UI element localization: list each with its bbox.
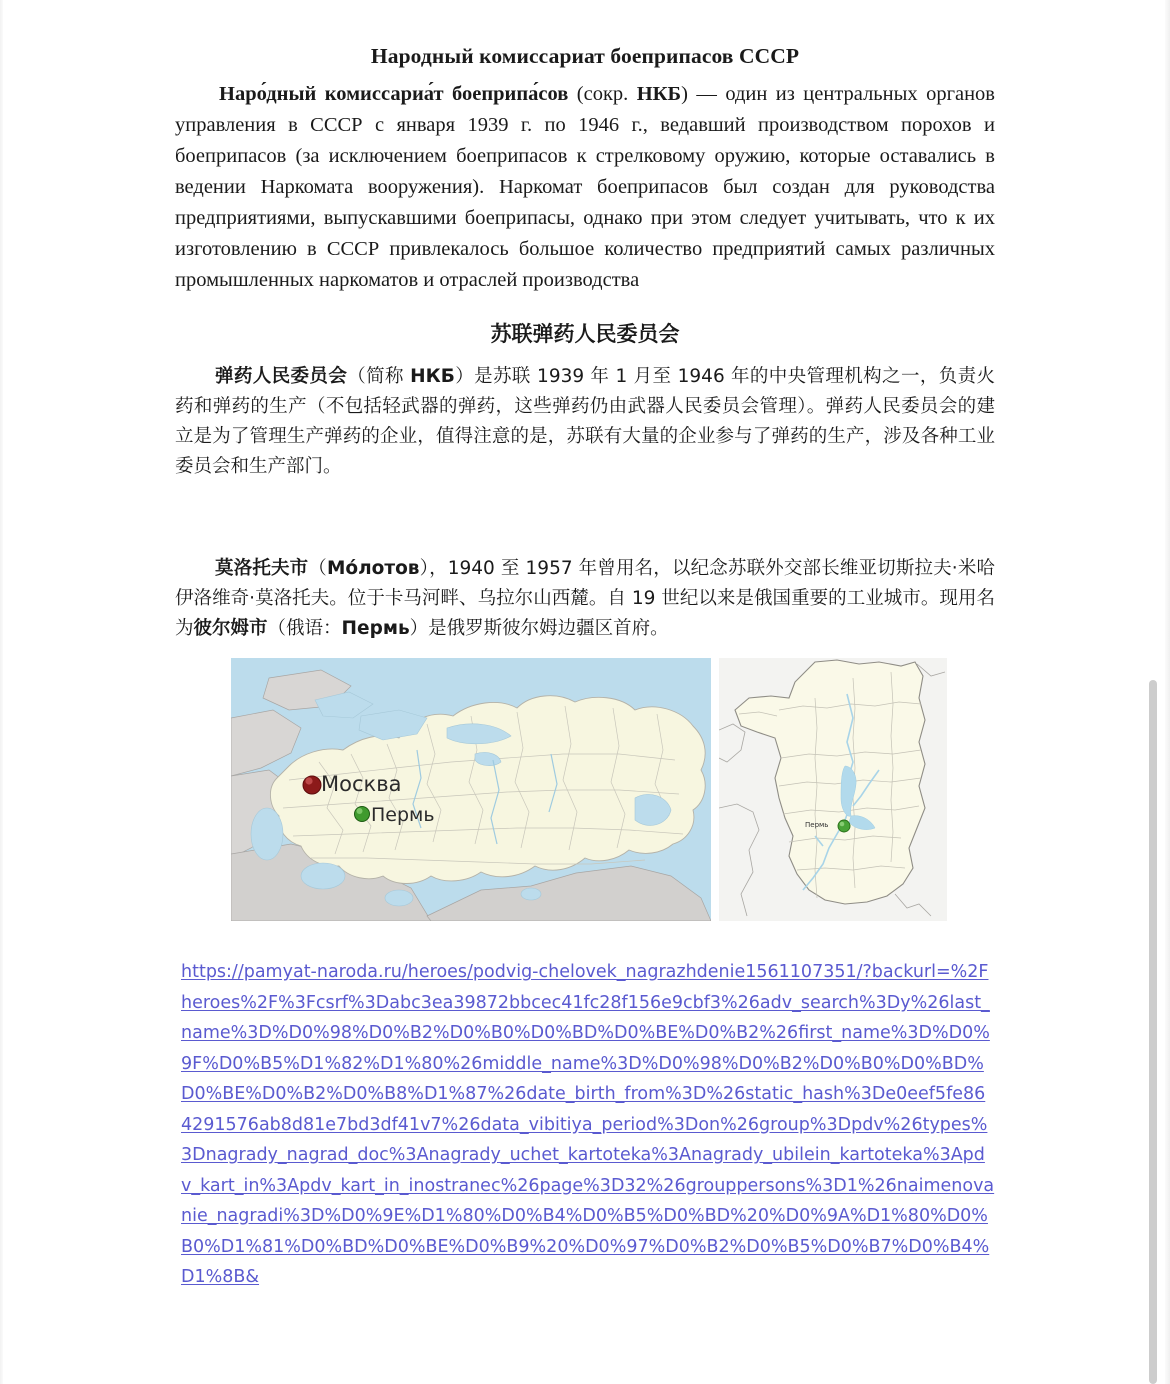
- molotov-tail-text: ）是俄罗斯彼尔姆边疆区首府。: [409, 618, 669, 639]
- perm-krai-svg: [719, 658, 947, 921]
- moscow-marker: [303, 776, 321, 794]
- molotov-russian-name: Мо́лотов: [326, 558, 420, 579]
- perm-ru-label: （俄语：: [267, 618, 342, 639]
- perm-krai-inset-image: [719, 658, 947, 921]
- russian-lead-term: Наро́дный комиссариа́т боеприпа́сов: [219, 83, 569, 105]
- chinese-abbrev: НКБ: [410, 366, 455, 387]
- perm-russian-name: Пермь: [341, 618, 410, 639]
- map-label-perm: Пермь: [371, 804, 435, 826]
- source-link-block: [175, 957, 995, 1293]
- paragraph-molotov: [175, 554, 995, 644]
- page-title: Народный комиссариат боеприпасов СССР: [370, 44, 800, 68]
- perm-inset-marker: [838, 820, 850, 832]
- vertical-scrollbar-track[interactable]: [1151, 0, 1165, 1384]
- paragraph-russian: [175, 79, 995, 296]
- chinese-lead-term: 弹药人民委员会: [215, 366, 348, 387]
- vertical-spacer: [175, 482, 995, 554]
- perm-marker: [355, 807, 370, 822]
- document-content: [175, 0, 995, 1293]
- molotov-body-text: （Мо́лотов），1940 至 1957 年曾用名，以纪念苏联外交部长维亚切斯拉夫·米哈伊洛维奇·莫洛托夫。位于卡马河畔、乌拉尔山西麓。自 19 世纪以来是俄国重要的工业城市。现用名为彼尔姆市（俄语：Пермь）是俄罗斯彼尔姆边疆区首府。: [175, 558, 995, 639]
- russia-map-image: [231, 658, 711, 921]
- chinese-body-text: （简称 НКБ）是苏联 1939 年 1 月至 1946 年的中央管理机构之一，负责火药和弹药的生产（不包括轻武器的弹药，这些弹药仍由武器人民委员会管理）。弹药人民委员会的建立是为了管理生产弹药的企业，值得注意的是，苏联有大量的企业参与了弹药的生产，涉及各种工业委员会和生产部门。: [175, 366, 995, 477]
- section-title-chinese: 苏联弹药人民委员会: [490, 322, 680, 346]
- map-figure: [175, 658, 995, 921]
- paragraph-chinese: [175, 362, 995, 482]
- molotov-mid-text: ），1940 至 1957 年曾用名，以纪念苏联外交部长维亚切斯拉夫·米哈伊洛维奇·莫洛托夫。位于卡马河畔、乌拉尔山西麓。自 19 世纪以来是俄国重要的工业城市。现用名为: [175, 558, 995, 639]
- perm-current-name: 彼尔姆市: [193, 618, 268, 639]
- russia-map-svg: [231, 658, 711, 921]
- map-label-moscow: Москва: [321, 772, 402, 796]
- map-inset-label-perm: Пермь: [805, 821, 829, 829]
- vertical-scrollbar-thumb[interactable]: [1149, 680, 1157, 1384]
- russian-abbrev: НКБ: [636, 83, 682, 105]
- source-link[interactable]: https://pamyat-naroda.ru/heroes/podvig-chelovek_nagrazhdenie1561107351/?backurl=%2Fheroes%2F%3Fcsrf%3Dabc3ea39872bbcec41fc28f156e9cbf3%26adv_search%3Dy%26last_name%3D%D0%98%D0%B2%D0%B0%D0%BD%D0%BE%D0%B2%26first_name%3D%D0%9F%D0%B5%D1%82%D1%80%26middle_name%3D%D0%98%D0%B2%D0%B0%D0%BD%D0%BE%D0%B2%D0%B8%D1%87%26date_birth_from%3D%26static_hash%3De0eef5fe864291576ab8d81e7bd3df41v7%26data_vibitiya_period%3Don%26group%3Dpdv%26types%3Dnagrady_nagrad_doc%3Anagrady_uchet_kartoteka%3Anagrady_ubilein_kartoteka%3Apdv_kart_in%3Apdv_kart_in_inostranec%26page%3D32%26grouppersons%3D1%26naimenovanie_nagradi%3D%D0%9E%D1%80%D0%B4%D0%B5%D0%BD%20%D0%9A%D1%80%D0%B0%D1%81%D0%BD%D0%BE%D0%B9%20%D0%97%D0%B2%D0%B5%D0%B7%D0%B4%D1%8B&: [181, 962, 995, 1287]
- molotov-lead-term: 莫洛托夫市: [215, 558, 309, 579]
- russian-body-text: (сокр. НКБ) — один из центральных органов управления в СССР с января 1939 г. по 1946 г., ведавший производством порохов и боеприпасов (за исключением боеприпасов к стрелковому оружию, которые оставались в ведении Наркомата вооружения). Наркомат боеприпасов был создан для руководства предприятиями, выпускавшими боеприпасы, однако при этом следует учитывать, что к их изготовлению в СССР привлекалось большое количество предприятий самых различных промышленных наркоматов и отраслей производства: [175, 83, 995, 291]
